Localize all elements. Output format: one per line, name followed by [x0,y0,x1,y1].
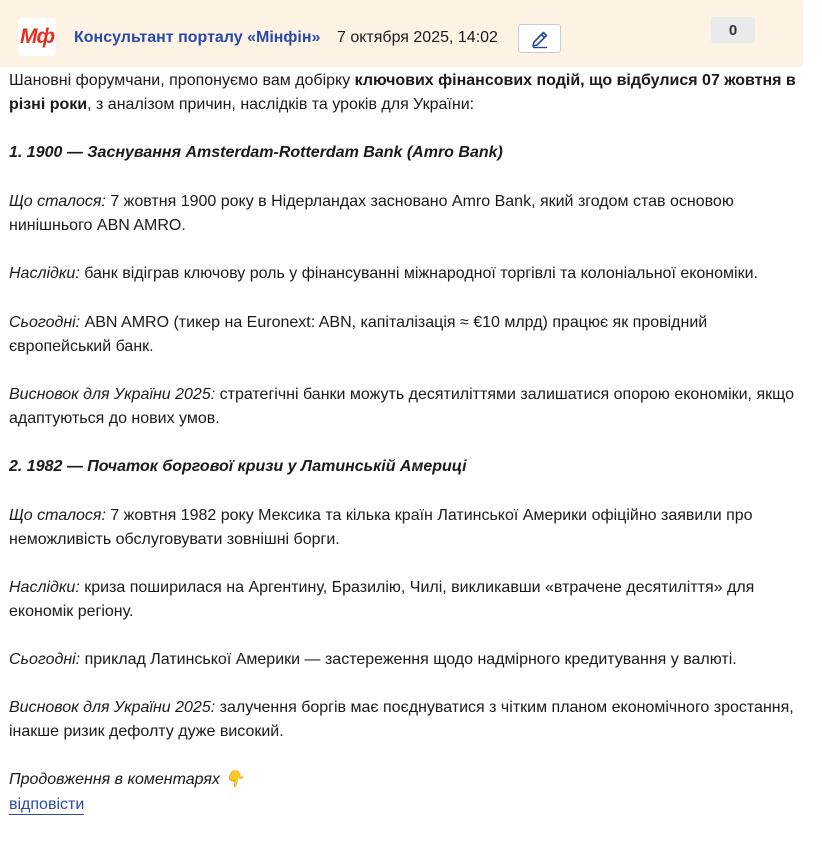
section-item [9,383,803,431]
item-label: Висновок для України 2025: [9,386,216,403]
section-item [9,576,803,624]
edit-button[interactable] [518,24,561,53]
section-title: 2. 1982 — Початок боргової кризи у Латинській Америці [9,458,467,475]
section-item [9,262,803,286]
section-item [9,504,803,552]
item-text: ABN AMRO (тикер на Euronext: ABN, капіталізація ≈ €10 млрд) працює як провідний європейський банк. [9,314,708,355]
item-text: 7 жовтня 1982 року Мексика та кілька країн Латинської Америки офіційно заявили про неможливість обслуговувати зовнішні борги. [9,507,753,548]
item-label: Сьогодні: [9,314,81,331]
minfin-logo[interactable]: Мф [18,18,56,56]
section-item [9,190,803,238]
item-label: Що сталося: [9,193,106,210]
post-date: 7 октября 2025, 14:02 [337,29,498,46]
continuation-note: Продовження в коментарях 👇 [9,771,245,788]
post-body [0,69,803,817]
pencil-icon [530,29,550,49]
section-item [9,648,803,672]
intro-bold: ключових фінансових подій, що відбулися 07 жовтня в різні роки [9,72,796,113]
item-label: Сьогодні: [9,651,81,668]
item-label: Наслідки: [9,579,80,596]
item-label: Наслідки: [9,265,80,282]
rating-badge[interactable]: 0 [711,17,755,43]
intro-paragraph [9,69,803,117]
item-text: стратегічні банки можуть десятиліттями залишатися опорою економіки, якщо адаптуються до нових умов. [9,386,794,427]
author-link[interactable]: Консультант порталу «Мінфін» [74,29,321,46]
post-header [0,0,803,67]
section-title: 1. 1900 — Заснування Amsterdam-Rotterdam Bank (Amro Bank) [9,144,503,161]
section-item [9,311,803,359]
reply-link[interactable]: відповісти [9,796,85,813]
item-label: Що сталося: [9,507,106,524]
item-label: Висновок для України 2025: [9,699,216,716]
intro-text: Шановні форумчани, пропонуємо вам добірку [9,72,355,89]
item-text: приклад Латинської Америки — застереження щодо надмірного кредитування у валюті. [80,651,737,668]
item-text: криза поширилася на Аргентину, Бразилію, Чилі, викликавши «втрачене десятиліття» для економік регіону. [9,579,755,620]
item-text: банк відіграв ключову роль у фінансуванні міжнародної торгівлі та колоніальної економіки. [79,265,758,282]
item-text: залучення боргів має поєднуватися з чітким планом економічного зростання, інакше ризик дефолту дуже високий. [9,699,794,740]
section-item [9,696,803,744]
item-text: 7 жовтня 1900 року в Нідерландах засновано Amro Bank, який згодом став основою нинішнього ABN AMRO. [9,193,734,234]
intro-text-end: , з аналізом причин, наслідків та уроків для України: [87,96,475,113]
